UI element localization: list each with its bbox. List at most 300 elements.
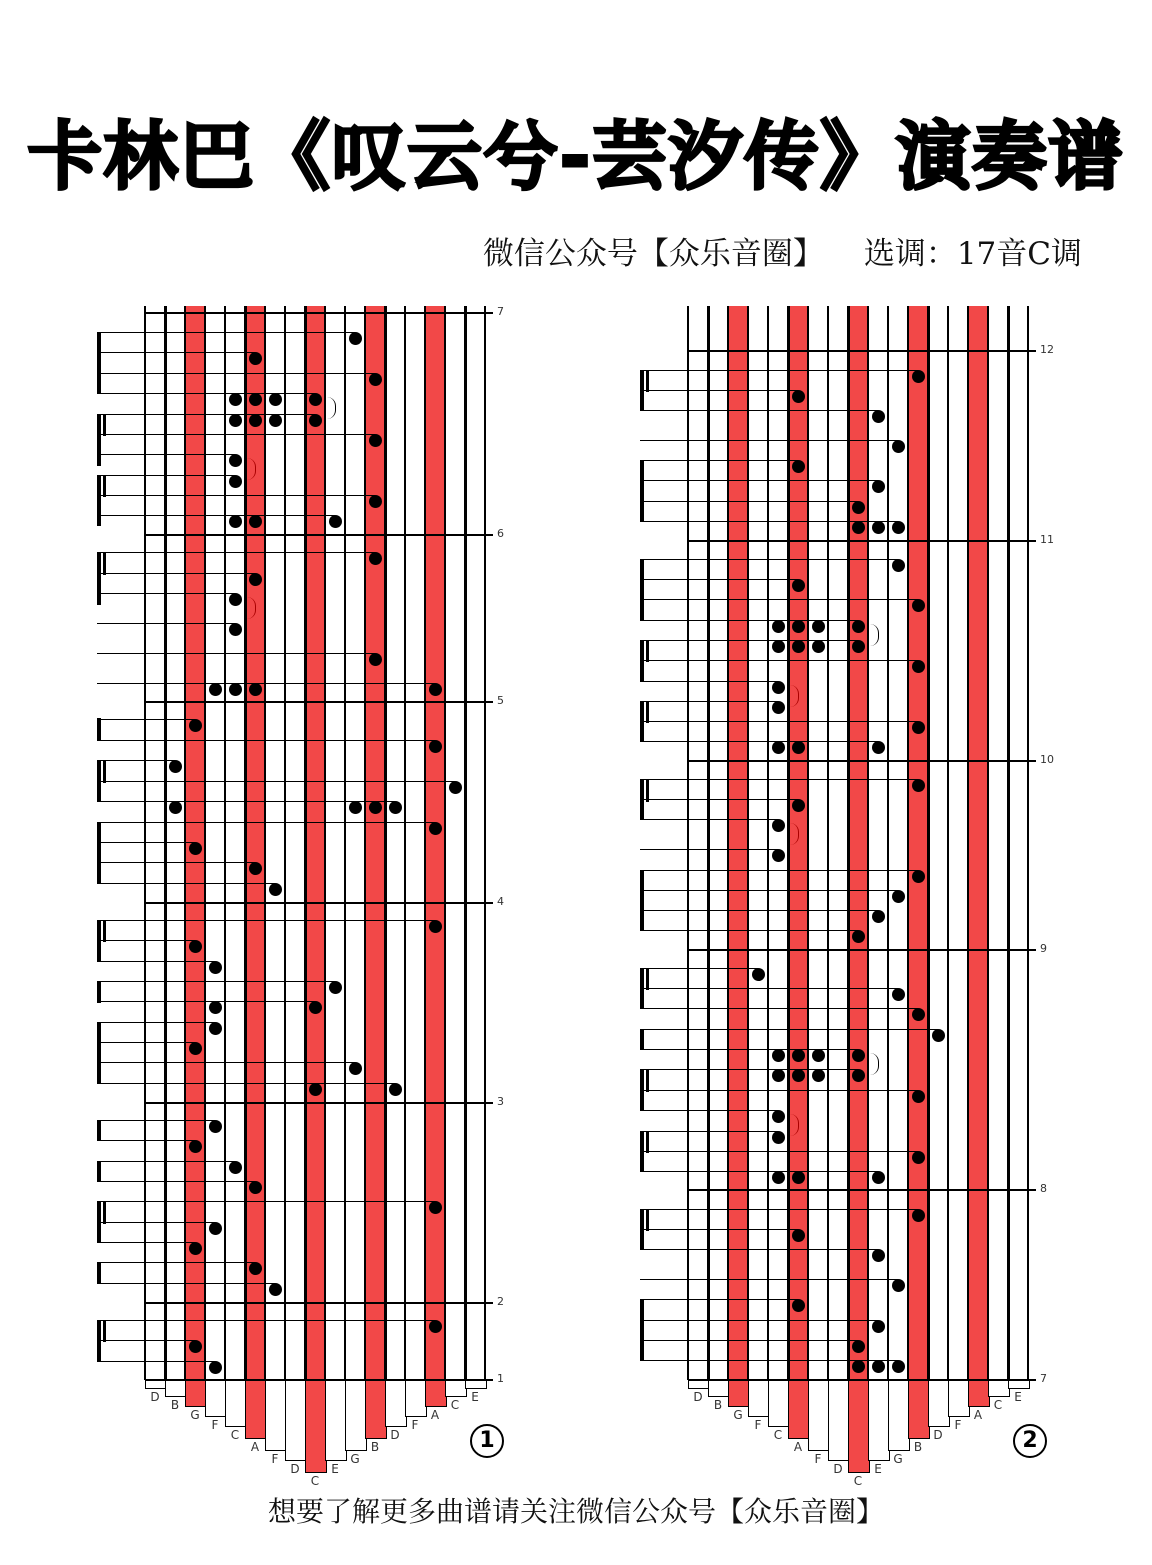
note-ledger-line [640, 799, 798, 800]
measure-number: 7 [497, 305, 504, 318]
note-ledger-line [97, 332, 355, 333]
note-dot [792, 1171, 805, 1184]
measure-number: 4 [497, 895, 504, 908]
slur-mark [790, 1114, 799, 1136]
note-ledger-line [640, 1171, 878, 1172]
rhythm-stem [640, 968, 644, 1009]
note-dot [772, 620, 785, 633]
note-dot [189, 1242, 202, 1255]
note-dot [792, 640, 805, 653]
measure-line [688, 1379, 1036, 1381]
tine-end [868, 1380, 890, 1461]
tine-end [465, 1380, 487, 1389]
note-dot [369, 653, 382, 666]
note-dot [852, 1069, 865, 1082]
panel-number-badge: 2 [1013, 1424, 1047, 1458]
red-tine [306, 306, 325, 1472]
measure-line [145, 534, 493, 536]
note-ledger-line [640, 681, 778, 682]
red-tine [426, 306, 445, 1406]
note-ledger-line [640, 410, 878, 411]
tine-divider [1007, 306, 1010, 1380]
note-dot [912, 599, 925, 612]
tine-divider [727, 306, 729, 1380]
note-dot [189, 1340, 202, 1353]
note-dot [209, 1361, 222, 1374]
note-dot [349, 1062, 362, 1075]
note-ledger-line [97, 475, 235, 476]
measure-line [688, 1189, 1036, 1191]
tine-label-D: D [390, 1428, 400, 1442]
measure-number: 3 [497, 1095, 504, 1108]
note-ledger-line [640, 579, 798, 580]
tine-end [888, 1380, 910, 1451]
tine-label-E: E [331, 1462, 339, 1476]
note-ledger-line [640, 779, 918, 780]
note-ledger-line [640, 559, 898, 560]
note-ledger-line [97, 719, 195, 720]
tine-end [928, 1380, 950, 1427]
note-ledger-line [97, 552, 375, 553]
note-dot [209, 961, 222, 974]
note-dot [792, 1049, 805, 1062]
note-ledger-line [97, 454, 235, 455]
note-dot [249, 393, 262, 406]
tine-divider [847, 306, 850, 1380]
tine-end [708, 1380, 730, 1397]
measure-line [145, 1102, 493, 1104]
note-ledger-line [97, 653, 375, 654]
note-ledger-line [97, 1222, 215, 1223]
note-ledger-line [640, 930, 858, 931]
measure-line [145, 312, 493, 314]
tine-label-C: C [773, 1428, 783, 1442]
page-title: 卡林巴《叹云兮-芸汐传》演奏谱 [27, 114, 1125, 200]
note-dot [369, 801, 382, 814]
note-dot [872, 741, 885, 754]
rhythm-stem [97, 1161, 101, 1182]
note-dot [772, 741, 785, 754]
note-ledger-line [640, 849, 778, 850]
note-ledger-line [97, 760, 175, 761]
note-ledger-line [97, 683, 435, 684]
note-dot [852, 521, 865, 534]
rhythm-stem [640, 1209, 644, 1250]
note-dot [772, 1110, 785, 1123]
tine-label-F: F [954, 1418, 962, 1432]
tine-end [185, 1380, 207, 1407]
tine-label-C: C [450, 1398, 460, 1412]
tine-end [205, 1380, 227, 1417]
note-dot [792, 1069, 805, 1082]
tine-label-E: E [1014, 1390, 1022, 1404]
note-dot [792, 1299, 805, 1312]
note-dot [229, 683, 242, 696]
slur-mark [790, 823, 799, 845]
note-ledger-line [97, 393, 315, 394]
tine-end [245, 1380, 267, 1439]
note-ledger-line [97, 593, 235, 594]
note-dot [229, 393, 242, 406]
note-ledger-line [97, 1062, 355, 1063]
measure-number: 10 [1040, 753, 1054, 766]
note-dot [852, 930, 865, 943]
measure-line [688, 540, 1036, 542]
rhythm-stem [97, 1202, 101, 1243]
tine-divider [144, 306, 146, 1380]
note-ledger-line [97, 1001, 315, 1002]
note-dot [872, 1360, 885, 1373]
note-ledger-line [640, 701, 778, 702]
red-tine [909, 306, 928, 1438]
tine-end [365, 1380, 387, 1439]
tine-end [828, 1380, 850, 1461]
red-tine [246, 306, 265, 1438]
note-ledger-line [640, 1229, 798, 1230]
note-ledger-line [97, 1120, 215, 1121]
note-ledger-line [97, 1161, 235, 1162]
tine-label-F: F [211, 1418, 219, 1432]
note-dot [892, 440, 905, 453]
note-dot [249, 862, 262, 875]
tine-label-B: B [370, 1440, 380, 1454]
note-dot [912, 1209, 925, 1222]
note-dot [229, 475, 242, 488]
slur-mark [247, 597, 256, 619]
note-ledger-line [640, 1008, 918, 1009]
tine-divider [444, 306, 446, 1380]
note-ledger-line [640, 1049, 858, 1050]
note-ledger-line [97, 1083, 395, 1084]
red-tine [186, 306, 205, 1406]
source-label: 微信公众号【众乐音圈】 [482, 236, 824, 272]
tine-end [285, 1380, 307, 1461]
tine-end [788, 1380, 810, 1439]
note-ledger-line [640, 660, 918, 661]
note-dot [429, 920, 442, 933]
tine-divider [224, 306, 226, 1380]
tine-end [145, 1380, 167, 1389]
red-tine [969, 306, 988, 1406]
red-tine [849, 306, 868, 1472]
measure-number: 8 [1040, 1182, 1047, 1195]
panel-number-badge: 1 [470, 1424, 504, 1458]
tine-divider [987, 306, 989, 1380]
slur-mark [327, 397, 336, 419]
note-dot [912, 870, 925, 883]
note-ledger-line [640, 870, 918, 871]
measure-line [145, 701, 493, 703]
note-dot [772, 819, 785, 832]
tine-divider [1027, 306, 1029, 1380]
note-dot [912, 1008, 925, 1021]
note-ledger-line [97, 434, 375, 435]
rhythm-stem [640, 1029, 644, 1050]
note-dot [912, 721, 925, 734]
rhythm-stem-secondary [103, 1202, 106, 1224]
tine-label-D: D [290, 1462, 300, 1476]
note-dot [389, 801, 402, 814]
tine-divider [164, 306, 167, 1380]
note-ledger-line [640, 1279, 898, 1280]
note-dot [912, 370, 925, 383]
note-dot [792, 741, 805, 754]
note-dot [229, 414, 242, 427]
note-dot [852, 1340, 865, 1353]
note-ledger-line [640, 741, 878, 742]
measure-number: 11 [1040, 533, 1054, 546]
measure-line [145, 1379, 493, 1381]
note-dot [189, 719, 202, 732]
tine-label-B: B [713, 1398, 723, 1412]
note-dot [369, 552, 382, 565]
tine-label-F: F [814, 1452, 822, 1466]
rhythm-stem-secondary [103, 553, 106, 575]
note-dot [229, 623, 242, 636]
tine-end [265, 1380, 287, 1451]
note-dot [249, 414, 262, 427]
rhythm-stem-secondary [646, 1209, 649, 1231]
note-dot [189, 1140, 202, 1153]
note-ledger-line [640, 460, 798, 461]
note-ledger-line [640, 1110, 778, 1111]
note-dot [792, 620, 805, 633]
note-dot [349, 801, 362, 814]
tine-label-G: G [733, 1408, 743, 1422]
note-ledger-line [97, 961, 215, 962]
red-tine [366, 306, 385, 1438]
note-dot [792, 579, 805, 592]
measure-number: 12 [1040, 343, 1054, 356]
rhythm-stem-secondary [646, 370, 649, 392]
note-dot [912, 1151, 925, 1164]
note-dot [752, 968, 765, 981]
rhythm-stem-secondary [646, 1131, 649, 1153]
rhythm-stem [640, 559, 644, 620]
tine-divider [887, 306, 889, 1380]
note-dot [249, 683, 262, 696]
note-dot [772, 849, 785, 862]
note-ledger-line [640, 501, 858, 502]
note-dot [209, 683, 222, 696]
tine-divider [384, 306, 387, 1380]
note-dot [369, 495, 382, 508]
tine-end [1008, 1380, 1030, 1389]
tine-divider [424, 306, 426, 1380]
rhythm-stem [97, 414, 101, 466]
note-dot [852, 1049, 865, 1062]
note-ledger-line [97, 495, 375, 496]
note-ledger-line [640, 890, 898, 891]
note-dot [169, 760, 182, 773]
tine-divider [707, 306, 710, 1380]
tine-divider [284, 306, 286, 1380]
note-ledger-line [97, 842, 195, 843]
note-dot [229, 593, 242, 606]
note-ledger-line [640, 1151, 918, 1152]
note-ledger-line [97, 981, 335, 982]
note-dot [892, 988, 905, 1001]
tine-divider [244, 306, 247, 1380]
note-dot [209, 1222, 222, 1235]
note-dot [209, 1022, 222, 1035]
measure-number: 2 [497, 1295, 504, 1308]
note-ledger-line [97, 373, 375, 374]
tine-label-G: G [190, 1408, 200, 1422]
note-dot [792, 1229, 805, 1242]
rhythm-stem [640, 1070, 644, 1111]
rhythm-stem-secondary [103, 761, 106, 783]
note-ledger-line [640, 1131, 778, 1132]
note-ledger-line [640, 910, 878, 911]
tine-divider [927, 306, 930, 1380]
tine-label-C: C [310, 1474, 320, 1488]
tine-end [948, 1380, 970, 1417]
tine-end [748, 1380, 770, 1417]
rhythm-stem-secondary [646, 780, 649, 802]
tine-label-A: A [973, 1408, 983, 1422]
note-dot [872, 1249, 885, 1262]
note-dot [892, 1360, 905, 1373]
rhythm-stem [640, 1131, 644, 1172]
note-dot [169, 801, 182, 814]
note-dot [449, 781, 462, 794]
tine-label-D: D [693, 1390, 703, 1404]
note-dot [892, 890, 905, 903]
tine-divider [947, 306, 949, 1380]
note-dot [772, 1069, 785, 1082]
note-dot [872, 521, 885, 534]
rhythm-stem-secondary [103, 920, 106, 942]
tine-end [728, 1380, 750, 1407]
tine-label-E: E [874, 1462, 882, 1476]
note-ledger-line [97, 1022, 215, 1023]
note-ledger-line [97, 801, 395, 802]
note-ledger-line [640, 440, 898, 441]
note-ledger-line [640, 968, 758, 969]
tine-divider [464, 306, 467, 1380]
note-dot [812, 620, 825, 633]
tine-divider [827, 306, 829, 1380]
note-dot [309, 1083, 322, 1096]
measure-line [688, 760, 1036, 762]
tine-label-A: A [793, 1440, 803, 1454]
tine-divider [967, 306, 969, 1380]
measure-number: 9 [1040, 942, 1047, 955]
note-dot [429, 822, 442, 835]
note-dot [912, 779, 925, 792]
note-ledger-line [640, 1299, 798, 1300]
rhythm-stem-secondary [646, 640, 649, 662]
slur-mark [870, 1053, 879, 1075]
note-dot [792, 460, 805, 473]
note-ledger-line [640, 988, 898, 989]
note-dot [812, 1069, 825, 1082]
tine-divider [867, 306, 869, 1380]
note-dot [792, 390, 805, 403]
key-label: 选调：17音C调 [863, 236, 1082, 272]
rhythm-stem [97, 1320, 101, 1362]
tine-divider [787, 306, 790, 1380]
tine-divider [687, 306, 689, 1380]
rhythm-stem [97, 718, 101, 741]
tine-label-G: G [893, 1452, 903, 1466]
note-ledger-line [97, 1181, 255, 1182]
measure-number: 7 [1040, 1372, 1047, 1385]
rhythm-stem-secondary [103, 475, 106, 497]
note-ledger-line [97, 1283, 275, 1284]
footer-note: 想要了解更多曲谱请关注微信公众号【众乐音圈】 [267, 1495, 884, 1528]
note-dot [309, 1001, 322, 1014]
note-dot [892, 521, 905, 534]
note-ledger-line [640, 1340, 858, 1341]
tine-end [325, 1380, 347, 1461]
rhythm-stem [640, 461, 644, 522]
subtitle [483, 228, 1082, 273]
note-dot [229, 1161, 242, 1174]
note-ledger-line [97, 1140, 195, 1141]
tine-divider [364, 306, 366, 1380]
note-dot [892, 559, 905, 572]
tine-label-B: B [913, 1440, 923, 1454]
note-ledger-line [640, 1209, 918, 1210]
tine-label-C: C [230, 1428, 240, 1442]
note-dot [189, 842, 202, 855]
tine-end [445, 1380, 467, 1397]
tine-label-B: B [170, 1398, 180, 1412]
note-dot [872, 1171, 885, 1184]
slur-mark [870, 624, 879, 646]
rhythm-stem [97, 1022, 101, 1083]
note-dot [852, 620, 865, 633]
rhythm-stem [97, 1120, 101, 1141]
note-ledger-line [97, 940, 195, 941]
note-ledger-line [640, 521, 898, 522]
tine-end [968, 1380, 990, 1407]
rhythm-stem-secondary [646, 701, 649, 723]
tine-label-F: F [411, 1418, 419, 1432]
tine-label-C: C [853, 1474, 863, 1488]
tine-divider [484, 306, 486, 1380]
rhythm-stem [640, 1300, 644, 1361]
measure-number: 6 [497, 527, 504, 540]
note-ledger-line [640, 1029, 938, 1030]
tine-end [165, 1380, 187, 1397]
note-dot [912, 660, 925, 673]
tine-divider [204, 306, 206, 1380]
note-ledger-line [640, 390, 798, 391]
note-ledger-line [97, 920, 435, 921]
tine-divider [807, 306, 809, 1380]
note-dot [872, 410, 885, 423]
tine-end [345, 1380, 367, 1451]
note-dot [772, 681, 785, 694]
note-dot [269, 393, 282, 406]
note-dot [429, 1320, 442, 1333]
rhythm-stem [97, 1262, 101, 1283]
tine-end [908, 1380, 930, 1439]
tine-label-A: A [250, 1440, 260, 1454]
note-dot [772, 1131, 785, 1144]
note-dot [269, 1283, 282, 1296]
tine-divider [264, 306, 266, 1380]
note-dot [852, 1360, 865, 1373]
note-dot [429, 683, 442, 696]
tine-end [688, 1380, 710, 1389]
tine-divider [344, 306, 346, 1380]
note-ledger-line [97, 1201, 435, 1202]
measure-line [145, 902, 493, 904]
